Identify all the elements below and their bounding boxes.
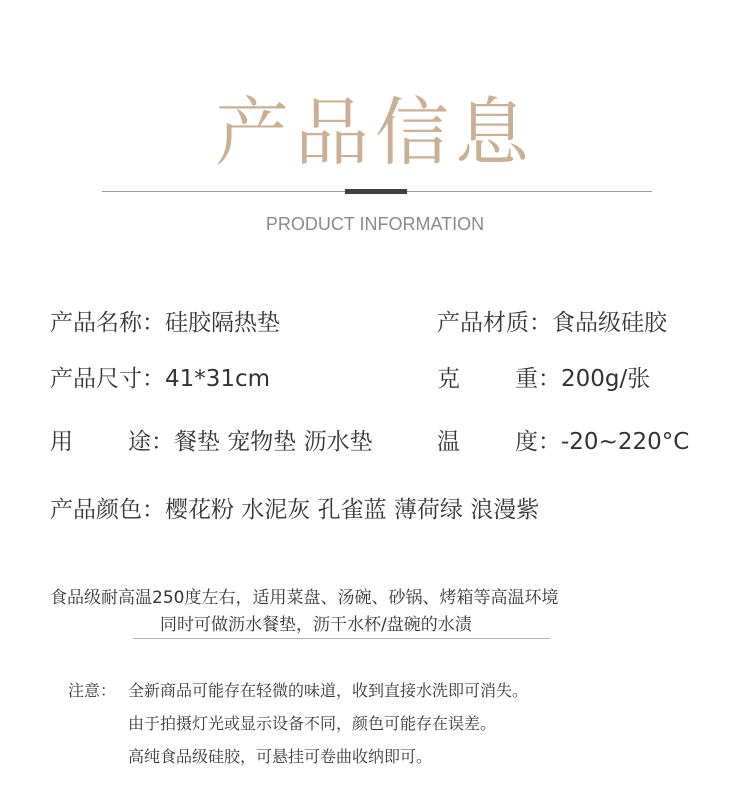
- spec-colors-value: 樱花粉 水泥灰 孔雀蓝 薄荷绿 浪漫紫: [165, 497, 540, 523]
- spec-temperature: [437, 427, 689, 457]
- caution-line-3: 高纯食品级硅胶，可悬挂可卷曲收纳即可。: [128, 747, 433, 766]
- spec-use-label-b: 途：: [128, 429, 174, 455]
- note-underline: [133, 638, 550, 639]
- spec-size-value: 41*31cm: [165, 366, 271, 392]
- spec-weight-label-b: 重：: [515, 366, 561, 392]
- spec-temp-label-a: 温: [437, 429, 460, 455]
- spec-temp-label-b: 度：: [515, 429, 561, 455]
- spec-material-value: 食品级硅胶: [552, 310, 667, 336]
- spec-temp-value: -20~220°C: [561, 429, 690, 455]
- note-line-2: 同时可做沥水餐垫，沥干水杯/盘碗的水渍: [160, 615, 472, 635]
- page-subtitle: PRODUCT INFORMATION: [265, 214, 485, 234]
- caution-line-2: 由于拍摄灯光或显示设备不同，颜色可能存在误差。: [128, 714, 497, 733]
- note-line-1: 食品级耐高温250度左右，适用菜盘、汤碗、砂锅、烤箱等高温环境: [50, 588, 559, 608]
- spec-colors-label: 产品颜色：: [50, 497, 165, 523]
- spec-size-label: 产品尺寸：: [50, 366, 165, 392]
- spec-use-value: 餐垫 宠物垫 沥水垫: [174, 429, 373, 455]
- spec-use: [50, 427, 373, 457]
- page-title: 产品信息: [215, 90, 535, 176]
- caution-line-1: 全新商品可能存在轻微的味道，收到直接水洗即可消失。: [128, 681, 529, 700]
- spec-weight-label-a: 克: [437, 366, 460, 392]
- spec-material: [437, 308, 667, 338]
- spec-weight: [437, 364, 650, 394]
- spec-name-value: 硅胶隔热垫: [165, 310, 280, 336]
- spec-colors: [50, 495, 539, 525]
- spec-name-label: 产品名称：: [50, 310, 165, 336]
- spec-material-label: 产品材质：: [437, 310, 552, 336]
- spec-weight-value: 200g/张: [561, 366, 651, 392]
- spec-name: [50, 308, 280, 338]
- caution-label: 注意：: [68, 681, 117, 700]
- divider-accent: [345, 189, 407, 194]
- spec-use-label-a: 用: [50, 429, 73, 455]
- spec-size: [50, 364, 270, 394]
